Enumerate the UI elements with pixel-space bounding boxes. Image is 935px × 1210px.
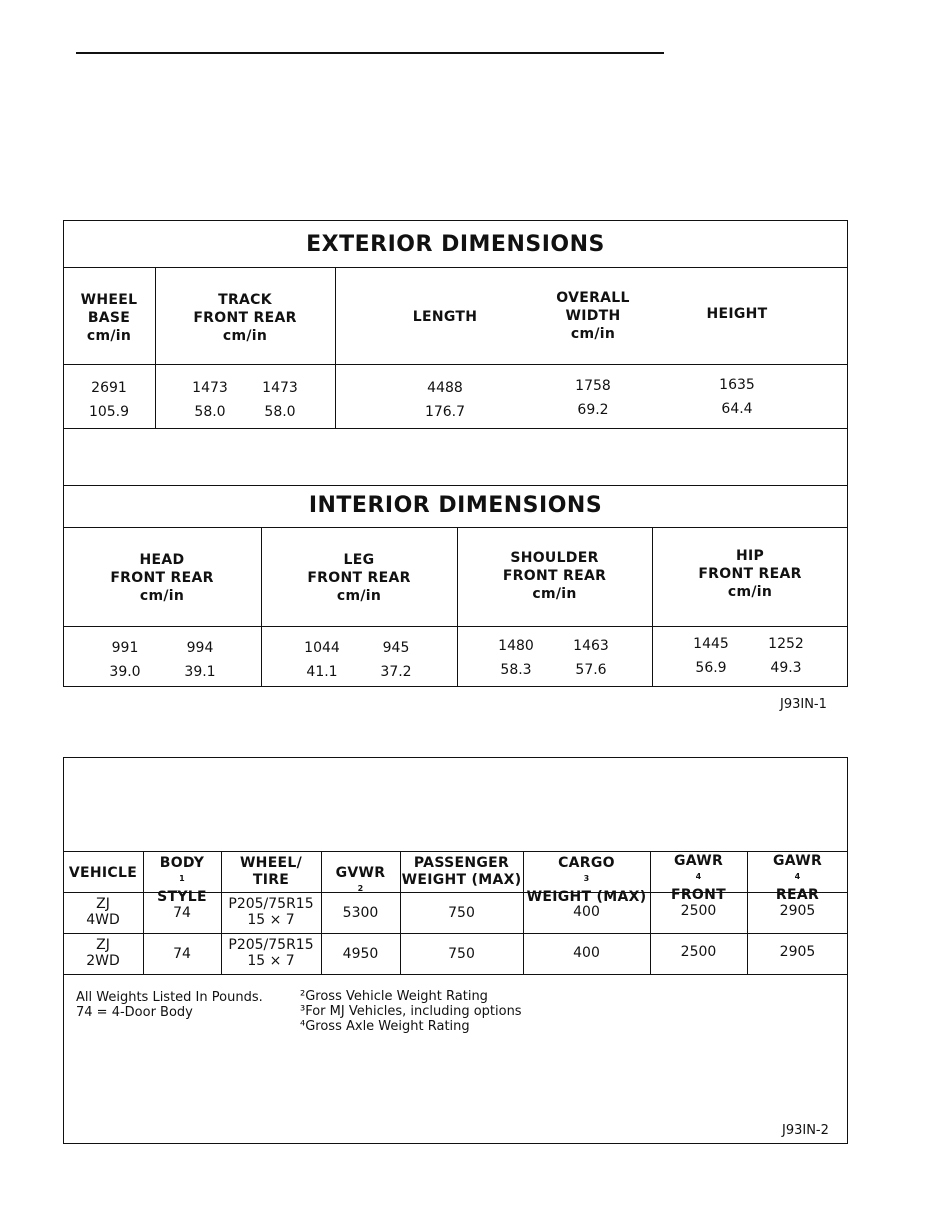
header-head: HEAD FRONT REAR cm/in — [110, 552, 214, 604]
value-height: 1635 64.4 — [719, 377, 755, 417]
value-track-front: 1473 58.0 — [192, 380, 228, 420]
value-shoulder-front: 1480 58.3 — [498, 638, 534, 678]
row2-passenger: 750 — [448, 946, 475, 962]
top-rule — [76, 52, 664, 54]
divider — [63, 974, 848, 975]
value-hip-front: 1445 56.9 — [693, 636, 729, 676]
row2-body: 74 — [173, 946, 191, 962]
header-vehicle: VEHICLE — [68, 865, 138, 881]
row1-body: 74 — [173, 905, 191, 921]
value-track-rear: 1473 58.0 — [262, 380, 298, 420]
row2-vehicle: ZJ 2WD — [86, 937, 120, 969]
header-gvwr: GVWR $^2$ — [335, 865, 386, 893]
row1-vehicle: ZJ 4WD — [86, 896, 120, 928]
footnotes-left: All Weights Listed In Pounds. 74 = 4-Door Body — [76, 990, 263, 1020]
header-length: LENGTH — [412, 309, 478, 325]
value-head-rear: 994 39.1 — [184, 640, 216, 680]
value-wheelbase: 2691 105.9 — [88, 380, 130, 420]
interior-title: INTERIOR DIMENSIONS — [308, 493, 603, 518]
header-gawr-rear: GAWR $^4$ REAR — [772, 853, 823, 903]
header-cargo-weight: CARGO $^3$ WEIGHT (MAX) — [526, 855, 647, 905]
row2-tire: P205/75R15 15 × 7 — [228, 937, 314, 969]
value-width: 1758 69.2 — [575, 378, 611, 418]
row2-gawr-front: 2500 — [680, 944, 717, 960]
header-wheelbase: WHEEL BASE cm/in — [80, 292, 138, 344]
divider — [63, 364, 848, 365]
divider — [63, 933, 848, 934]
row1-passenger: 750 — [448, 905, 475, 921]
divider — [63, 626, 848, 627]
row1-gawr-rear: 2905 — [779, 903, 816, 919]
value-head-front: 991 39.0 — [109, 640, 141, 680]
value-length: 4488 176.7 — [424, 380, 466, 420]
row2-gvwr: 4950 — [342, 946, 379, 962]
row1-cargo: 400 — [573, 904, 600, 920]
footnotes-right: ²Gross Vehicle Weight Rating ³For MJ Vehicles, including options ⁴Gross Axle Weight Rating — [300, 989, 522, 1034]
row1-gawr-front: 2500 — [680, 903, 717, 919]
header-passenger-weight: PASSENGER WEIGHT (MAX) — [401, 855, 522, 888]
value-hip-rear: 1252 49.3 — [768, 636, 804, 676]
header-overall-width: OVERALL WIDTH cm/in — [556, 290, 630, 342]
value-leg-front: 1044 41.1 — [304, 640, 340, 680]
row2-cargo: 400 — [573, 945, 600, 961]
row2-gawr-rear: 2905 — [779, 944, 816, 960]
header-hip: HIP FRONT REAR cm/in — [698, 548, 802, 600]
divider — [63, 485, 848, 486]
divider — [335, 267, 336, 428]
header-track: TRACK FRONT REAR cm/in — [193, 292, 297, 344]
divider — [63, 527, 848, 528]
divider — [63, 267, 848, 268]
header-gawr-front: GAWR $^4$ FRONT — [670, 853, 726, 903]
value-shoulder-rear: 1463 57.6 — [573, 638, 609, 678]
header-leg: LEG FRONT REAR cm/in — [307, 552, 411, 604]
header-wheel-tire: WHEEL/ TIRE — [239, 855, 303, 888]
divider — [63, 428, 848, 429]
row1-tire: P205/75R15 15 × 7 — [228, 896, 314, 928]
header-height: HEIGHT — [706, 306, 768, 322]
header-body-style: BODY $^1$ STYLE — [157, 855, 207, 905]
header-shoulder: SHOULDER FRONT REAR cm/in — [502, 550, 607, 602]
row1-gvwr: 5300 — [342, 905, 379, 921]
value-leg-rear: 945 37.2 — [380, 640, 412, 680]
figure-code: J93IN-2 — [782, 1123, 829, 1138]
figure-code: J93IN-1 — [780, 697, 827, 712]
divider — [63, 851, 848, 852]
exterior-title: EXTERIOR DIMENSIONS — [306, 232, 605, 257]
